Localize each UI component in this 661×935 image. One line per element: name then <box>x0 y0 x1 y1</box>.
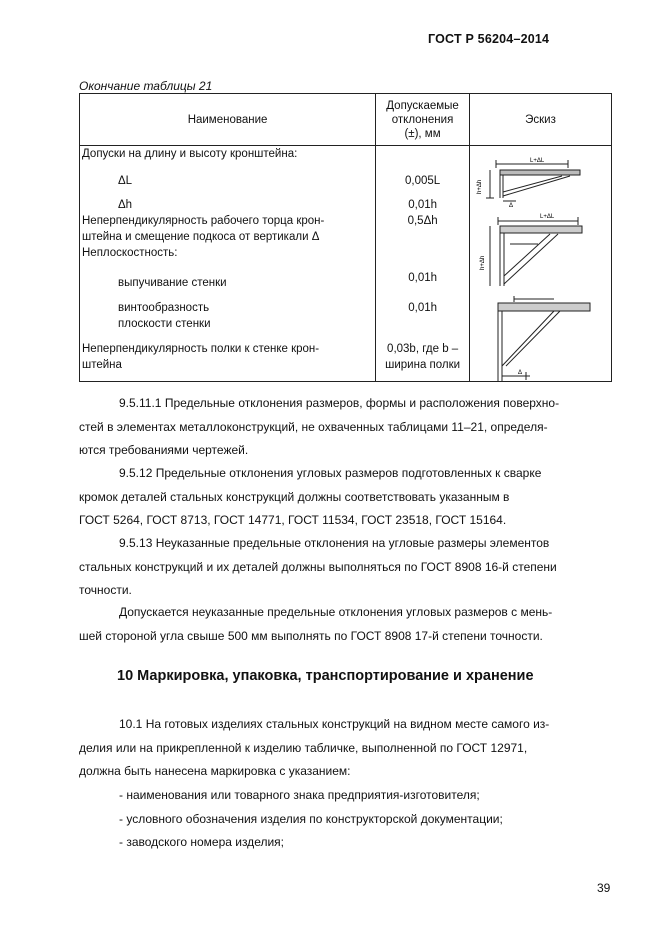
row-value-6: 0,01h <box>408 272 438 284</box>
sketch-delta: Δ <box>508 203 513 209</box>
sketch-mid-side-dim: h+Δh <box>479 255 486 270</box>
column-header-sketch: Эскиз <box>469 94 611 146</box>
list-item: - заводского номера изделия; <box>119 835 284 849</box>
paragraph-line: 9.5.12 Предельные отклонения угловых размеров подготовленных к сварке <box>119 466 542 480</box>
paragraph-line: должна быть нанесена маркировка с указанием: <box>79 764 351 778</box>
standard-header: ГОСТ Р 56204–2014 <box>428 32 550 46</box>
row-name-1: ΔL <box>118 175 133 187</box>
row-name-7: винтообразность <box>118 302 210 314</box>
col2-line-3: (±), мм <box>404 127 441 140</box>
paragraph-line: стальных конструкций и их деталей должны выполняться по ГОСТ 8908 16-й степени <box>79 559 557 574</box>
list-item: - условного обозначения изделия по конструкторской документации; <box>119 811 503 826</box>
paragraph-line: стей в элементах металлоконструкций, не охваченных таблицами 11–21, определя- <box>79 419 548 434</box>
table-body-row <box>80 146 612 382</box>
paragraph-line: 10.1 На готовых изделиях стальных конструкций на видном месте самого из- <box>119 717 550 731</box>
paragraph-line: 9.5.11.1 Предельные отклонения размеров, формы и расположения поверхно- <box>119 396 560 410</box>
row-name-10: штейна <box>82 359 122 371</box>
row-name-6: выпучивание стенки <box>118 277 227 289</box>
sketch-top-dim: L+ΔL <box>529 158 545 164</box>
paragraph-line: шей стороной угла свыше 500 мм выполнять по ГОСТ 8908 17-й степени точности. <box>79 628 543 643</box>
tolerance-table <box>79 93 612 382</box>
row-name-9: Неперпендикулярность полки к стенке крон- <box>82 343 320 355</box>
paragraph-extra <box>79 601 612 648</box>
sketch-cell <box>469 146 611 382</box>
row-value-7: 0,01h <box>408 302 438 314</box>
paragraph-9-5-11-1 <box>79 392 612 463</box>
row-name-5: Неплоскостность: <box>82 247 178 259</box>
paragraph-line: ются требованиями чертежей. <box>79 443 249 457</box>
row-name-2: Δh <box>118 199 133 211</box>
table-caption: Окончание таблицы 21 <box>79 79 213 93</box>
row-name-3: Неперпендикулярность рабочего торца крон- <box>82 215 325 227</box>
bracket-sketch <box>470 146 612 381</box>
sketch-side-dim: h+Δh <box>476 179 483 194</box>
col2-line-2: отклонения <box>391 113 454 126</box>
sketch-mid-top-dim: L+ΔL <box>539 214 555 220</box>
sketch-bottom-delta: Δ <box>517 370 522 376</box>
row-value-2: 0,01h <box>408 199 438 211</box>
page-number: 39 <box>597 881 611 895</box>
paragraph-9-5-12 <box>79 462 612 533</box>
paragraph-10-1 <box>79 713 612 784</box>
paragraph-line: Допускается неуказанные предельные отклонения угловых размеров с мень- <box>119 605 553 619</box>
list-item: - наименования или товарного знака предприятия-изготовителя; <box>119 788 480 802</box>
row-value-1: 0,005L <box>405 175 441 187</box>
row-value-3: 0,5Δh <box>407 215 438 227</box>
values-cell <box>376 146 470 382</box>
column-header-tolerance <box>376 94 470 146</box>
row-value-9: 0,03b, где b – <box>387 343 459 355</box>
row-value-10: ширина полки <box>385 359 461 371</box>
paragraph-line: ГОСТ 5264, ГОСТ 8713, ГОСТ 14771, ГОСТ 11534, ГОСТ 23518, ГОСТ 15164. <box>79 513 507 527</box>
row-name-0: Допуски на длину и высоту кронштейна: <box>82 148 298 160</box>
row-name-4: штейна и смещение подкоса от вертикали Δ <box>82 231 320 243</box>
row-name-8: плоскости стенки <box>118 318 211 330</box>
names-cell <box>80 146 376 382</box>
table-header-row <box>80 94 612 146</box>
col2-line-1: Допускаемые <box>386 99 459 112</box>
marking-list <box>119 784 503 855</box>
section-title: 10 Маркировка, упаковка, транспортирование и хранение <box>117 668 534 684</box>
paragraph-line: 9.5.13 Неуказанные предельные отклонения на угловые размеры элементов <box>119 536 550 550</box>
paragraph-line: делия или на прикрепленной к изделию табличке, выполненной по ГОСТ 12971, <box>79 740 528 755</box>
paragraph-line: кромок деталей стальных конструкций должны соответствовать указанным в <box>79 489 510 504</box>
paragraph-9-5-13 <box>79 532 612 603</box>
paragraph-line: точности. <box>79 583 132 597</box>
column-header-name: Наименование <box>80 94 376 146</box>
